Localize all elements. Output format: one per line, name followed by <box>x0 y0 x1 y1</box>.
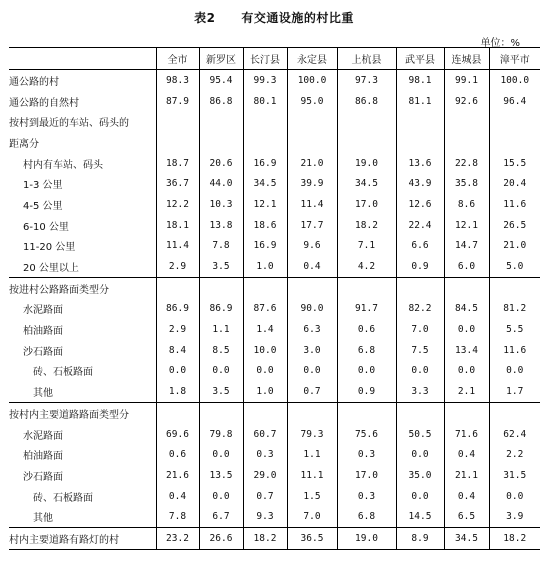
table-cell: 39.9 <box>287 173 337 194</box>
table-cell: 0.0 <box>199 444 243 465</box>
table-row <box>9 319 540 340</box>
table-cell: 18.2 <box>243 528 287 550</box>
table-cell: 13.4 <box>444 340 489 361</box>
table-cell: 0.0 <box>489 361 540 382</box>
table-cell <box>489 277 540 298</box>
table-cell: 3.5 <box>199 381 243 402</box>
table-cell <box>243 132 287 153</box>
table-cell: 1.0 <box>243 381 287 402</box>
table-cell: 18.2 <box>337 215 396 236</box>
table-cell: 14.7 <box>444 236 489 257</box>
table-cell: 3.9 <box>489 506 540 527</box>
table-row <box>9 215 540 236</box>
table-cell <box>337 403 396 424</box>
table-cell: 15.5 <box>489 153 540 174</box>
table-cell: 86.8 <box>199 91 243 112</box>
table-cell: 29.0 <box>243 465 287 486</box>
header-row <box>9 48 540 70</box>
table-cell: 34.5 <box>444 528 489 550</box>
table-cell: 8.5 <box>199 340 243 361</box>
table-cell: 1.1 <box>287 444 337 465</box>
table-cell: 6.3 <box>287 319 337 340</box>
table-cell: 36.7 <box>156 173 199 194</box>
row-label: 柏油路面 <box>23 326 63 338</box>
table-cell: 22.8 <box>444 153 489 174</box>
table-cell: 1.8 <box>156 381 199 402</box>
table-cell: 8.4 <box>156 340 199 361</box>
table-cell: 34.5 <box>243 173 287 194</box>
table-row <box>9 153 540 174</box>
row-label: 按进村公路路面类型分 <box>9 277 156 298</box>
table-cell: 0.9 <box>337 381 396 402</box>
table-cell: 9.3 <box>243 506 287 527</box>
table-cell: 7.8 <box>199 236 243 257</box>
table-cell: 1.1 <box>199 319 243 340</box>
table-cell: 6.8 <box>337 340 396 361</box>
table-cell: 0.0 <box>396 361 444 382</box>
table-cell: 21.0 <box>489 236 540 257</box>
table-cell: 0.6 <box>337 319 396 340</box>
table-cell: 50.5 <box>396 424 444 445</box>
table-cell <box>489 111 540 132</box>
table-cell <box>337 277 396 298</box>
table-cell: 86.9 <box>199 299 243 320</box>
table-cell: 44.0 <box>199 173 243 194</box>
table-cell: 6.0 <box>444 256 489 277</box>
table-cell: 31.5 <box>489 465 540 486</box>
table-cell <box>156 111 199 132</box>
table-cell: 17.0 <box>337 465 396 486</box>
table-cell: 82.2 <box>396 299 444 320</box>
table-cell: 0.4 <box>444 486 489 507</box>
row-label: 通公路的村 <box>9 76 59 88</box>
row-label: 沙石路面 <box>23 471 63 483</box>
table-cell <box>396 111 444 132</box>
table-cell: 9.6 <box>287 236 337 257</box>
table-cell: 1.0 <box>243 256 287 277</box>
table-cell: 23.2 <box>156 528 199 550</box>
table-cell: 8.9 <box>396 528 444 550</box>
table-cell: 12.1 <box>444 215 489 236</box>
table-cell: 95.0 <box>287 91 337 112</box>
table-cell: 18.1 <box>156 215 199 236</box>
table-cell: 26.6 <box>199 528 243 550</box>
table-cell: 3.0 <box>287 340 337 361</box>
table-cell: 84.5 <box>444 299 489 320</box>
table-cell: 79.3 <box>287 424 337 445</box>
table-cell: 99.3 <box>243 70 287 91</box>
table-row <box>9 381 540 402</box>
table-cell: 7.5 <box>396 340 444 361</box>
table-row <box>9 506 540 527</box>
table-cell <box>287 277 337 298</box>
table-cell <box>337 111 396 132</box>
data-table <box>9 47 540 550</box>
table-cell: 12.2 <box>156 194 199 215</box>
table-row <box>9 465 540 486</box>
table-cell: 26.5 <box>489 215 540 236</box>
table-cell: 16.9 <box>243 236 287 257</box>
table-cell: 7.0 <box>396 319 444 340</box>
table-cell: 100.0 <box>489 70 540 91</box>
table-cell: 71.6 <box>444 424 489 445</box>
table-cell: 0.7 <box>243 486 287 507</box>
table-cell: 18.6 <box>243 215 287 236</box>
table-cell <box>444 277 489 298</box>
column-header: 连城县 <box>444 48 489 70</box>
table-cell: 0.3 <box>337 486 396 507</box>
table-cell: 18.7 <box>156 153 199 174</box>
table-cell: 0.4 <box>156 486 199 507</box>
table-cell: 0.0 <box>396 486 444 507</box>
table-cell: 91.7 <box>337 299 396 320</box>
table-cell: 2.1 <box>444 381 489 402</box>
column-header: 永定县 <box>287 48 337 70</box>
table-cell: 12.1 <box>243 194 287 215</box>
table-cell: 11.1 <box>287 465 337 486</box>
table-cell: 10.0 <box>243 340 287 361</box>
table-cell: 6.5 <box>444 506 489 527</box>
row-label: 按村内主要道路路面类型分 <box>9 403 156 424</box>
table-row <box>9 173 540 194</box>
table-cell: 95.4 <box>199 70 243 91</box>
row-label: 柏油路面 <box>23 451 63 463</box>
table-cell: 35.0 <box>396 465 444 486</box>
table-cell: 97.3 <box>337 70 396 91</box>
row-label: 砖、石板路面 <box>33 367 93 379</box>
row-label: 4-5 公里 <box>23 200 63 212</box>
table-cell: 5.5 <box>489 319 540 340</box>
table-row <box>9 403 540 424</box>
table-cell: 12.6 <box>396 194 444 215</box>
table-cell: 7.1 <box>337 236 396 257</box>
table-cell: 13.6 <box>396 153 444 174</box>
row-label: 村内主要道路有路灯的村 <box>9 528 156 550</box>
table-cell <box>337 132 396 153</box>
table-cell <box>396 403 444 424</box>
table-cell: 0.6 <box>156 444 199 465</box>
table-cell <box>444 111 489 132</box>
table-row <box>9 236 540 257</box>
table-cell: 0.7 <box>287 381 337 402</box>
table-cell: 6.8 <box>337 506 396 527</box>
table-cell <box>489 132 540 153</box>
table-header <box>9 48 540 70</box>
column-header: 漳平市 <box>489 48 540 70</box>
row-label: 村内有车站、码头 <box>23 159 103 171</box>
table-cell <box>243 403 287 424</box>
table-row <box>9 132 540 153</box>
unit-label: 单位：% <box>480 38 520 49</box>
table-cell: 6.6 <box>396 236 444 257</box>
table-cell: 20.6 <box>199 153 243 174</box>
table-cell: 21.6 <box>156 465 199 486</box>
table-row <box>9 277 540 298</box>
table-cell <box>243 111 287 132</box>
header-corner <box>9 48 156 70</box>
table-cell: 60.7 <box>243 424 287 445</box>
table-cell: 17.0 <box>337 194 396 215</box>
table-cell: 7.0 <box>287 506 337 527</box>
table-cell: 92.6 <box>444 91 489 112</box>
row-label: 水泥路面 <box>23 305 63 317</box>
table-cell: 4.2 <box>337 256 396 277</box>
table-cell: 75.6 <box>337 424 396 445</box>
table-cell: 80.1 <box>243 91 287 112</box>
table-cell <box>156 132 199 153</box>
row-label: 20 公里以上 <box>23 263 79 275</box>
table-cell: 13.8 <box>199 215 243 236</box>
table-cell: 1.7 <box>489 381 540 402</box>
table-cell <box>396 132 444 153</box>
table-cell: 0.4 <box>444 444 489 465</box>
table-cell: 43.9 <box>396 173 444 194</box>
table-cell: 62.4 <box>489 424 540 445</box>
table-cell: 87.6 <box>243 299 287 320</box>
table-cell: 98.3 <box>156 70 199 91</box>
table-cell: 0.0 <box>337 361 396 382</box>
table-cell: 87.9 <box>156 91 199 112</box>
table-cell: 21.0 <box>287 153 337 174</box>
table-cell: 2.9 <box>156 256 199 277</box>
table-cell: 0.0 <box>444 319 489 340</box>
table-cell: 69.6 <box>156 424 199 445</box>
table-cell <box>243 277 287 298</box>
table-cell: 0.9 <box>396 256 444 277</box>
table-cell: 2.9 <box>156 319 199 340</box>
table-cell <box>199 277 243 298</box>
table-cell: 90.0 <box>287 299 337 320</box>
table-cell: 96.4 <box>489 91 540 112</box>
row-label: 其他 <box>33 388 53 400</box>
table-cell <box>287 403 337 424</box>
table-cell: 0.0 <box>444 361 489 382</box>
table-cell: 0.4 <box>287 256 337 277</box>
table-cell: 17.7 <box>287 215 337 236</box>
table-cell: 0.0 <box>287 361 337 382</box>
table-cell: 0.0 <box>396 444 444 465</box>
table-cell: 34.5 <box>337 173 396 194</box>
table-cell: 11.6 <box>489 340 540 361</box>
column-header: 武平县 <box>396 48 444 70</box>
table-row <box>9 486 540 507</box>
row-label: 水泥路面 <box>23 430 63 442</box>
table-cell <box>199 403 243 424</box>
table-cell: 36.5 <box>287 528 337 550</box>
table-cell <box>444 403 489 424</box>
table-cell: 18.2 <box>489 528 540 550</box>
table-cell: 0.0 <box>243 361 287 382</box>
table-cell: 6.7 <box>199 506 243 527</box>
table-cell: 5.0 <box>489 256 540 277</box>
table-cell: 0.3 <box>243 444 287 465</box>
table-cell <box>444 132 489 153</box>
table-cell: 81.1 <box>396 91 444 112</box>
row-label: 11-20 公里 <box>23 242 76 254</box>
table-cell: 19.0 <box>337 528 396 550</box>
row-label: 距离分 <box>9 138 39 150</box>
table-cell: 16.9 <box>243 153 287 174</box>
table-cell <box>199 111 243 132</box>
table-cell <box>489 403 540 424</box>
table-cell: 22.4 <box>396 215 444 236</box>
table-cell: 3.3 <box>396 381 444 402</box>
row-label: 砖、石板路面 <box>33 492 93 504</box>
table-row <box>9 256 540 277</box>
row-label: 按村到最近的车站、码头的 <box>9 118 129 130</box>
table-cell: 13.5 <box>199 465 243 486</box>
table-cell: 1.4 <box>243 319 287 340</box>
table-number: 表2 <box>194 11 216 25</box>
column-header: 长汀县 <box>243 48 287 70</box>
table-cell: 3.5 <box>199 256 243 277</box>
table-row <box>9 361 540 382</box>
table-cell: 14.5 <box>396 506 444 527</box>
table-cell: 21.1 <box>444 465 489 486</box>
table-cell: 86.9 <box>156 299 199 320</box>
table-cell: 35.8 <box>444 173 489 194</box>
table-cell: 19.0 <box>337 153 396 174</box>
table-row <box>9 444 540 465</box>
table-cell: 0.0 <box>199 361 243 382</box>
table-cell: 0.0 <box>489 486 540 507</box>
row-label: 沙石路面 <box>23 346 63 358</box>
table-cell <box>156 403 199 424</box>
table-row <box>9 111 540 132</box>
row-label: 其他 <box>33 513 53 525</box>
table-cell: 86.8 <box>337 91 396 112</box>
table-cell: 0.0 <box>156 361 199 382</box>
column-header: 新罗区 <box>199 48 243 70</box>
table-cell: 100.0 <box>287 70 337 91</box>
table-cell: 20.4 <box>489 173 540 194</box>
table-title <box>0 9 548 26</box>
column-header: 上杭县 <box>337 48 396 70</box>
table-cell: 81.2 <box>489 299 540 320</box>
table-row <box>9 70 540 91</box>
table-cell: 2.2 <box>489 444 540 465</box>
table-cell: 99.1 <box>444 70 489 91</box>
table-cell <box>396 277 444 298</box>
table-cell <box>156 277 199 298</box>
row-label: 通公路的自然村 <box>9 97 79 109</box>
table-row <box>9 340 540 361</box>
table-body <box>9 70 540 550</box>
table-cell <box>287 132 337 153</box>
table-row <box>9 424 540 445</box>
row-label: 1-3 公里 <box>23 180 63 192</box>
table-cell: 0.3 <box>337 444 396 465</box>
column-header: 全市 <box>156 48 199 70</box>
table-cell: 98.1 <box>396 70 444 91</box>
table-cell: 10.3 <box>199 194 243 215</box>
table-cell: 0.0 <box>199 486 243 507</box>
table-cell: 11.6 <box>489 194 540 215</box>
table-cell: 1.5 <box>287 486 337 507</box>
table-title-text: 有交通设施的村比重 <box>241 11 354 25</box>
table-cell: 11.4 <box>156 236 199 257</box>
table-row <box>9 299 540 320</box>
table-row <box>9 528 540 550</box>
table-cell: 8.6 <box>444 194 489 215</box>
table-row <box>9 194 540 215</box>
row-label: 6-10 公里 <box>23 221 69 233</box>
table-cell: 79.8 <box>199 424 243 445</box>
table-row <box>9 91 540 112</box>
table-cell: 7.8 <box>156 506 199 527</box>
table-cell: 11.4 <box>287 194 337 215</box>
table-cell <box>287 111 337 132</box>
table-cell <box>199 132 243 153</box>
